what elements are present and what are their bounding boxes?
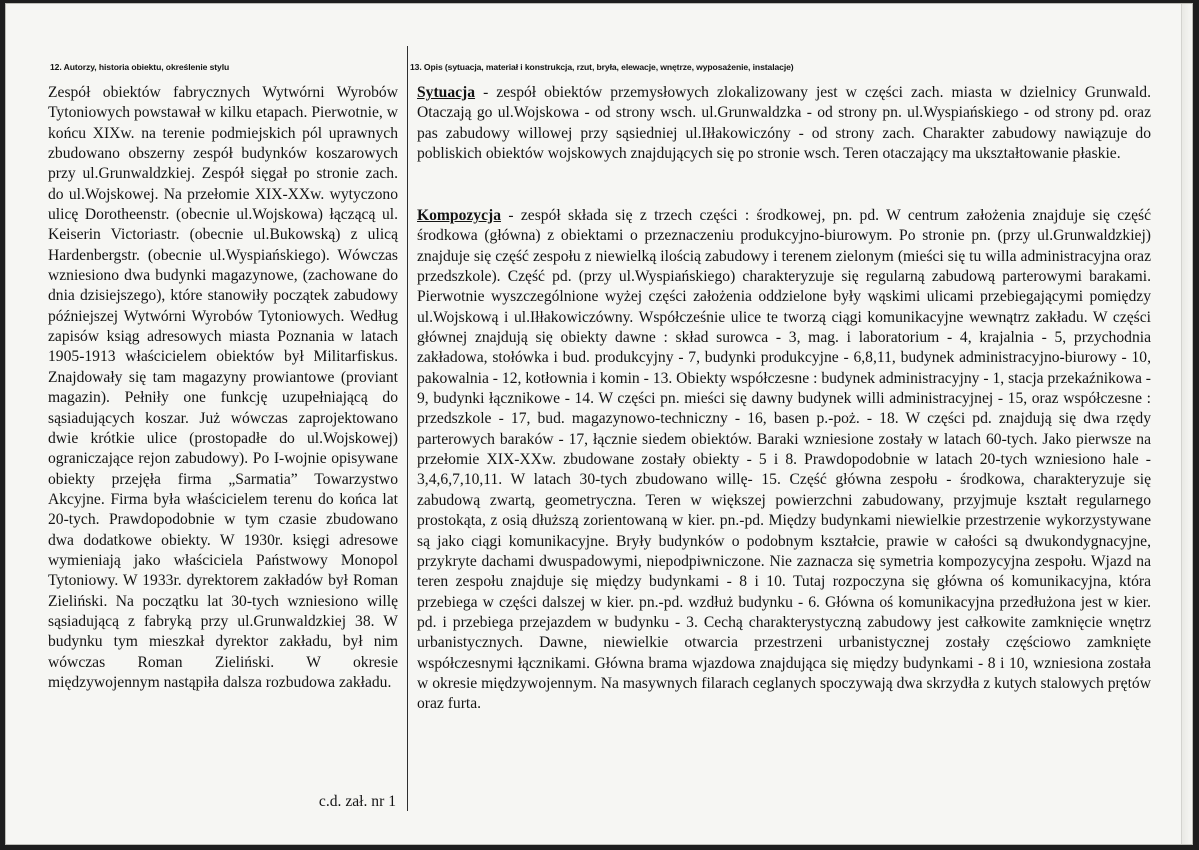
document-sheet	[6, 4, 1192, 844]
sytuacja-text: - zespół obiektów przemysłowych zlokalizowany jest w części zach. miasta w dzielnicy Grunwald. Otaczają go ul.Wojskowa - od strony wsch. ul.Grunwaldzka - od strony pn. ul.Wyspiańskiego - od strony pd. oraz pas zabudowy willowej przy sąsiedniej ul.Iłłakowiczóny - od strony zach. Charakter zabudowy nawiązuje do pobliskich obiektów wojskowych znajdujących się po stronie wsch. Teren otaczający ma ukształtowanie płaskie.	[417, 84, 1151, 163]
column-divider	[407, 46, 408, 811]
left-column-heading: 12. Autorzy, historia obiektu, określenie stylu	[50, 62, 230, 72]
sheet-edge	[1181, 4, 1192, 844]
sytuacja-label: Sytuacja	[417, 84, 476, 101]
left-column	[48, 4, 398, 844]
history-paragraph: Zespół obiektów fabrycznych Wytwórni Wyrobów Tytoniowych powstawał w kilku etapach. Pierwotnie, w końcu XIXw. na terenie podmiejskich pól uprawnych zbudowano obszerny zespół budynków koszarowych przy ul.Grunwaldzkiej. Zespół sięgał po stronie zach. do ul.Wojskowej. Na przełomie XIX-XXw. wytyczono ulicę Dorotheenstr. (obecnie ul.Wojskowa) łączącą ul. Keiserin Victoriastr. (obecnie ul.Bukowską) z ulicą Hardenbergstr. (obecnie ul.Wyspiańskiego). Wówczas wzniesiono dwa budynki magazynowe, (zachowane do dnia dzisiejszego), które stanowiły początek zabudowy późniejszej Wytwórni Wyrobów Tytoniowych. Według zapisów ksiąg adresowych miasta Poznania w latach 1905-1913 właścicielem obiektów był Militarfiskus. Znajdowały się tam magazyny prowiantowe (proviant magazin). Pełniły one funkcję uzupełniającą do sąsiadujących koszar. Już wówczas zaprojektowano dwie krótkie ulice (prostopadłe do ul.Wojskowej) ograniczające rejon zabudowy). Po I-wojnie opisywane obiekty przejęła firma „Sarmatia” Towarzystwo Akcyjne. Firma była właścicielem terenu do końca lat 20-tych. Prawdopodobnie w tym czasie zbudowano dwa dodatkowe obiekty. W 1930r. księgi adresowe wymieniają jako właściciela Państwowy Monopol Tytoniowy. W 1933r. dyrektorem zakładów był Roman Zieliński. Na początku lat 30-tych wzniesiono willę sąsiadującą z fabryką przy ul.Grunwaldzkiej 38. W budynku tym mieszkał dyrektor zakładu, był nim wówczas Roman Zieliński. W okresie międzywojennym nastąpiła dalsza rozbudowa zakładu.	[48, 84, 398, 691]
sytuacja-paragraph	[417, 83, 1151, 164]
kompozycja-text: - zespół składa się z trzech części : środkowej, pn. pd. W centrum założenia znajduje się część środkowa (główna) z obiektami o przeznaczeniu produkcyjno-biurowym. Po stronie pn. (przy ul.Grunwaldzkiej) znajduje się część zespołu z niewielką ilością zabudowy i terenem zielonym (mieści się tu willa administracyjna oraz przedszkole). Część pd. (przy ul.Wyspiańskiego) charakteryzuje się regularną zabudową parterowymi barakami. Pierwotnie wyszczególnione wyżej części założenia oddzielone były wąskimi ulicami przebiegającymi pomiędzy ul.Wojskową i ul.Iłłakowiczówny. Współcześnie ulice te tworzą ciągi komunikacyjne wewnątrz zakładu. W części głównej znajdują się obiekty dawne : skład surowca - 3, mag. i laboratorium - 4, krajalnia - 5, przychodnia zakładowa, stołówka i bud. produkcyjny - 7, budynki produkcyjne - 6,8,11, budynek administracyjno-biurowy - 10, pakowalnia - 12, kotłownia i komin - 13. Obiekty współczesne : budynek administracyjny - 1, stacja przekaźnikowa - 9, budynki łącznikowe - 14. W części pn. mieści się dawny budynek willi administracyjnej - 15, oraz współczesne : przedszkole - 17, bud. magazynowo-techniczny - 16, basen p.-poż. - 18. W części pd. znajdują się dwa rzędy parterowych baraków - 17, łącznie siedem obiektów. Baraki wzniesione zostały w latach 60-tych. Jako pierwsze na przełomie XIX-XXw. zbudowane zostały obiekty - 5 i 8. Prawdopodobnie w latach 20-tych wzniesiono hale - 3,4,6,7,10,11. W latach 30-tych zbudowano willę- 15. Część główna zespołu - środkowa, charakteryzuje się zabudową zwartą, geometryczna. Teren w większej powierzchni zabudowany, przyjmuje kształt regularnego prostokąta, z osią dłuższą zorientowaną w kier. pn.-pd. Między budynkami niewielkie przestrzenie wykorzystywane są jako ciągi komunikacyjne. Bryły budynków o podobnym kształcie, prawie w całości są dwukondygnacyjne, przykryte dachami dwuspadowymi, niepodpiwniczone. Nie zaznacza się symetria kompozycyjna zespołu. Wjazd na teren zespołu znajduje się między budynkami - 8 i 10. Tutaj rozpoczyna się główna oś komunikacyjna, która przebiega w części dalszej w kier. pn.-pd. wzdłuż budynku - 6. Główna oś komunikacyjna przedłużona jest w kier. pd. i przebiega przejazdem w budynku - 3. Cechą charakterystyczną zabudowy jest całkowite zamknięcie wnętrz urbanistycznych. Dawne, niewielkie otwarcia przestrzeni urbanistycznej zostały częściowo zamknięte współczesnymi łącznikami. Główna brama wjazdowa znajdująca się między budynkami - 8 i 10, wzniesiona została w okresie międzywojennym. Na masywnych filarach ceglanych spoczywają dwa skrzydła z kutych stalowych prętów oraz furta.	[417, 207, 1151, 713]
right-column-heading: 13. Opis (sytuacja, materiał i konstrukcja, rzut, bryła, elewacje, wnętrze, wyposażenie, instalacje)	[410, 62, 794, 72]
right-column	[410, 4, 1151, 844]
kompozycja-paragraph	[417, 206, 1151, 715]
kompozycja-label: Kompozycja	[417, 207, 502, 224]
continuation-note: c.d. zał. nr 1	[318, 793, 396, 810]
